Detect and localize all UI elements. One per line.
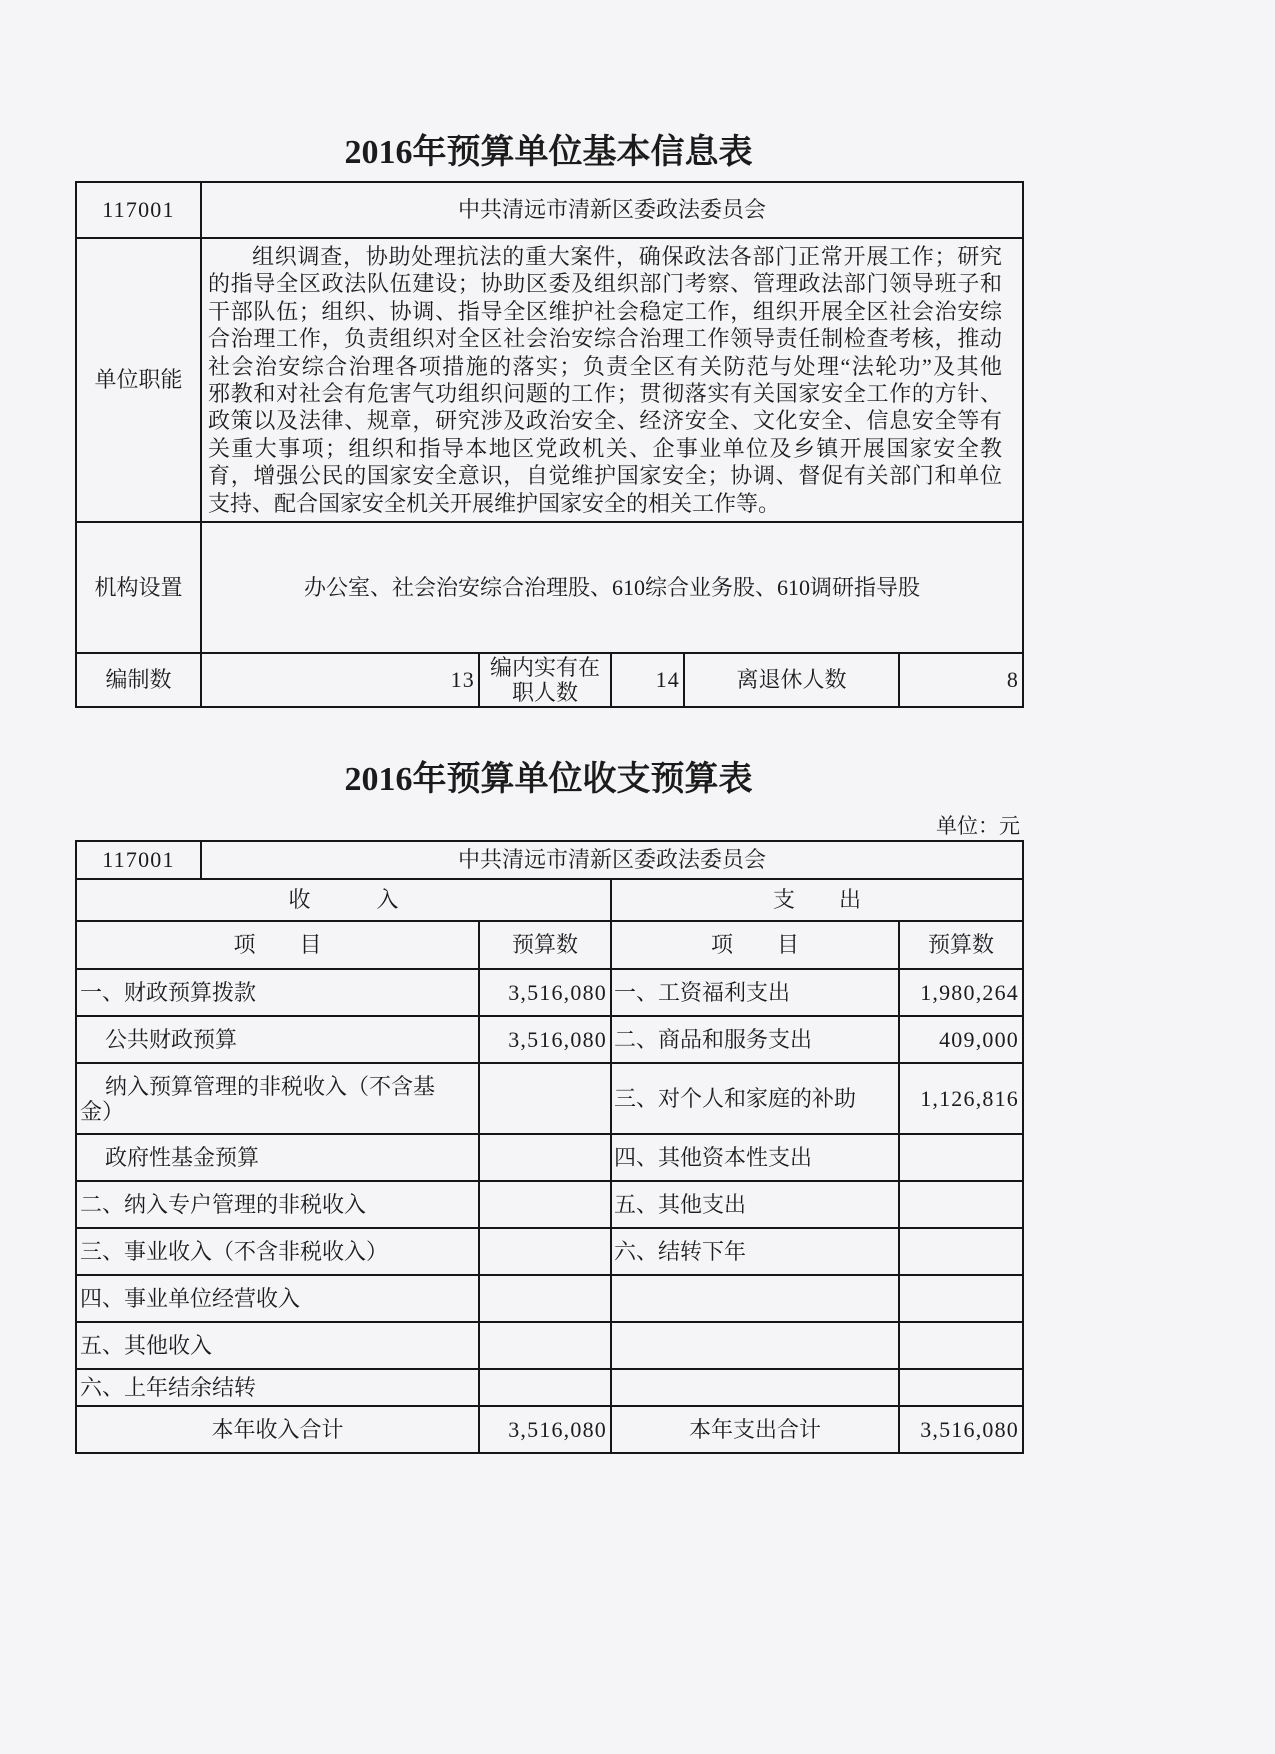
income-item: 一、财政预算拨款 xyxy=(76,969,479,1016)
income-item: 四、事业单位经营收入 xyxy=(76,1275,479,1322)
income-item: 纳入预算管理的非税收入（不含基金） xyxy=(80,1073,436,1124)
expense-item xyxy=(611,1322,899,1369)
staff-quota-value: 13 xyxy=(201,653,479,707)
function-line: 干部队伍；组织、协调、指导全区维护社会稳定工作，组织开展全区社会治安综 xyxy=(208,298,1003,324)
budget-table xyxy=(75,840,1024,1454)
table-row xyxy=(76,1322,1023,1369)
income-item: 二、纳入专户管理的非税收入 xyxy=(76,1181,479,1228)
function-label: 单位职能 xyxy=(76,238,201,522)
expense-amount: 1,980,264 xyxy=(899,969,1023,1016)
expense-amount: 409,000 xyxy=(899,1016,1023,1063)
retired-label: 离退休人数 xyxy=(684,653,899,707)
org-row xyxy=(76,522,1023,653)
expense-total-amount: 3,516,080 xyxy=(899,1406,1023,1453)
income-amount xyxy=(479,1369,611,1406)
expense-item: 四、其他资本性支出 xyxy=(611,1134,899,1181)
function-line: 政策以及法律、规章，研究涉及政治安全、经济安全、文化安全、信息安全等有 xyxy=(208,408,1003,434)
budget-unit-name: 中共清远市清新区委政法委员会 xyxy=(201,841,1023,879)
expense-amount-header: 预算数 xyxy=(899,921,1023,969)
expense-item xyxy=(611,1369,899,1406)
income-amount: 3,516,080 xyxy=(479,969,611,1016)
expense-item-header: 项 目 xyxy=(611,921,899,969)
income-item: 公共财政预算 xyxy=(76,1016,479,1063)
retired-value: 8 xyxy=(899,653,1023,707)
function-line: 组织调查，协助处理抗法的重大案件，确保政法各部门正常开展工作；研究 xyxy=(252,244,1003,269)
expense-amount: 1,126,816 xyxy=(899,1063,1023,1134)
function-line: 支持、配合国家安全机关开展维护国家安全的相关工作等。 xyxy=(208,490,781,516)
function-line: 的指导全区政法队伍建设；协助区委及组织部门考察、管理政法部门领导班子和 xyxy=(208,271,1003,297)
table-row xyxy=(76,1181,1023,1228)
income-amount-header: 预算数 xyxy=(479,921,611,969)
table-row xyxy=(76,1134,1023,1181)
function-line: 关重大事项；组织和指导本地区党政机关、企事业单位及乡镇开展国家安全教 xyxy=(208,435,1003,461)
income-item: 政府性基金预算 xyxy=(76,1134,479,1181)
table-row xyxy=(76,1275,1023,1322)
staff-quota-label: 编制数 xyxy=(76,653,201,707)
basic-info-title: 2016年预算单位基本信息表 xyxy=(344,134,753,171)
table-row xyxy=(76,969,1023,1016)
budget-unit-row xyxy=(76,841,1023,879)
table-row xyxy=(76,1016,1023,1063)
actual-staff-label: 编内实有在职人数 xyxy=(479,653,611,707)
budget-unit-code: 117001 xyxy=(76,841,201,879)
income-amount xyxy=(479,1228,611,1275)
income-item: 六、上年结余结转 xyxy=(76,1369,479,1406)
expense-item: 六、结转下年 xyxy=(611,1228,899,1275)
function-line: 育，增强公民的国家安全意识，自觉维护国家安全；协调、督促有关部门和单位 xyxy=(208,463,1003,489)
expense-amount xyxy=(899,1134,1023,1181)
expense-total-label: 本年支出合计 xyxy=(611,1406,899,1453)
expense-item: 二、商品和服务支出 xyxy=(611,1016,899,1063)
unit-row xyxy=(76,182,1023,238)
function-line: 合治理工作，负责组织对全区社会治安综合治理工作领导责任制检查考核，推动 xyxy=(208,326,1003,352)
budget-title: 2016年预算单位收支预算表 xyxy=(344,761,753,798)
function-line: 社会治安综合治理各项措施的落实；负责全区有关防范与处理“法轮功”及其他 xyxy=(208,353,1003,379)
income-item-cell xyxy=(76,1063,479,1134)
income-item: 三、事业收入（不含非税收入） xyxy=(76,1228,479,1275)
unit-note: 单位：元 xyxy=(936,814,1020,838)
income-amount xyxy=(479,1322,611,1369)
table-row xyxy=(76,1228,1023,1275)
expense-header: 支 出 xyxy=(611,879,1023,921)
unit-name: 中共清远市清新区委政法委员会 xyxy=(201,182,1023,238)
income-amount: 3,516,080 xyxy=(479,1016,611,1063)
income-total-label: 本年收入合计 xyxy=(76,1406,479,1453)
income-item-header: 项 目 xyxy=(76,921,479,969)
expense-amount xyxy=(899,1228,1023,1275)
org-value: 办公室、社会治安综合治理股、610综合业务股、610调研指导股 xyxy=(201,522,1023,653)
table-row xyxy=(76,1369,1023,1406)
staff-row xyxy=(76,653,1023,707)
income-amount xyxy=(479,1063,611,1134)
expense-amount xyxy=(899,1181,1023,1228)
expense-item: 一、工资福利支出 xyxy=(611,969,899,1016)
expense-amount xyxy=(899,1369,1023,1406)
expense-item: 五、其他支出 xyxy=(611,1181,899,1228)
table-row xyxy=(76,1063,1023,1134)
expense-amount xyxy=(899,1322,1023,1369)
income-amount xyxy=(479,1134,611,1181)
basic-info-table xyxy=(75,181,1024,708)
income-total-amount: 3,516,080 xyxy=(479,1406,611,1453)
expense-amount xyxy=(899,1275,1023,1322)
income-amount xyxy=(479,1181,611,1228)
function-line: 邪教和对社会有危害气功组织问题的工作；贯彻落实有关国家安全工作的方针、 xyxy=(208,381,1003,407)
org-label: 机构设置 xyxy=(76,522,201,653)
column-header-row xyxy=(76,921,1023,969)
unit-code: 117001 xyxy=(76,182,201,238)
actual-staff-value: 14 xyxy=(611,653,684,707)
income-header: 收 入 xyxy=(76,879,611,921)
income-amount xyxy=(479,1275,611,1322)
section-header-row xyxy=(76,879,1023,921)
total-row xyxy=(76,1406,1023,1453)
expense-item: 三、对个人和家庭的补助 xyxy=(611,1063,899,1134)
income-item: 五、其他收入 xyxy=(76,1322,479,1369)
expense-item xyxy=(611,1275,899,1322)
function-description xyxy=(201,238,1023,522)
function-row xyxy=(76,238,1023,522)
